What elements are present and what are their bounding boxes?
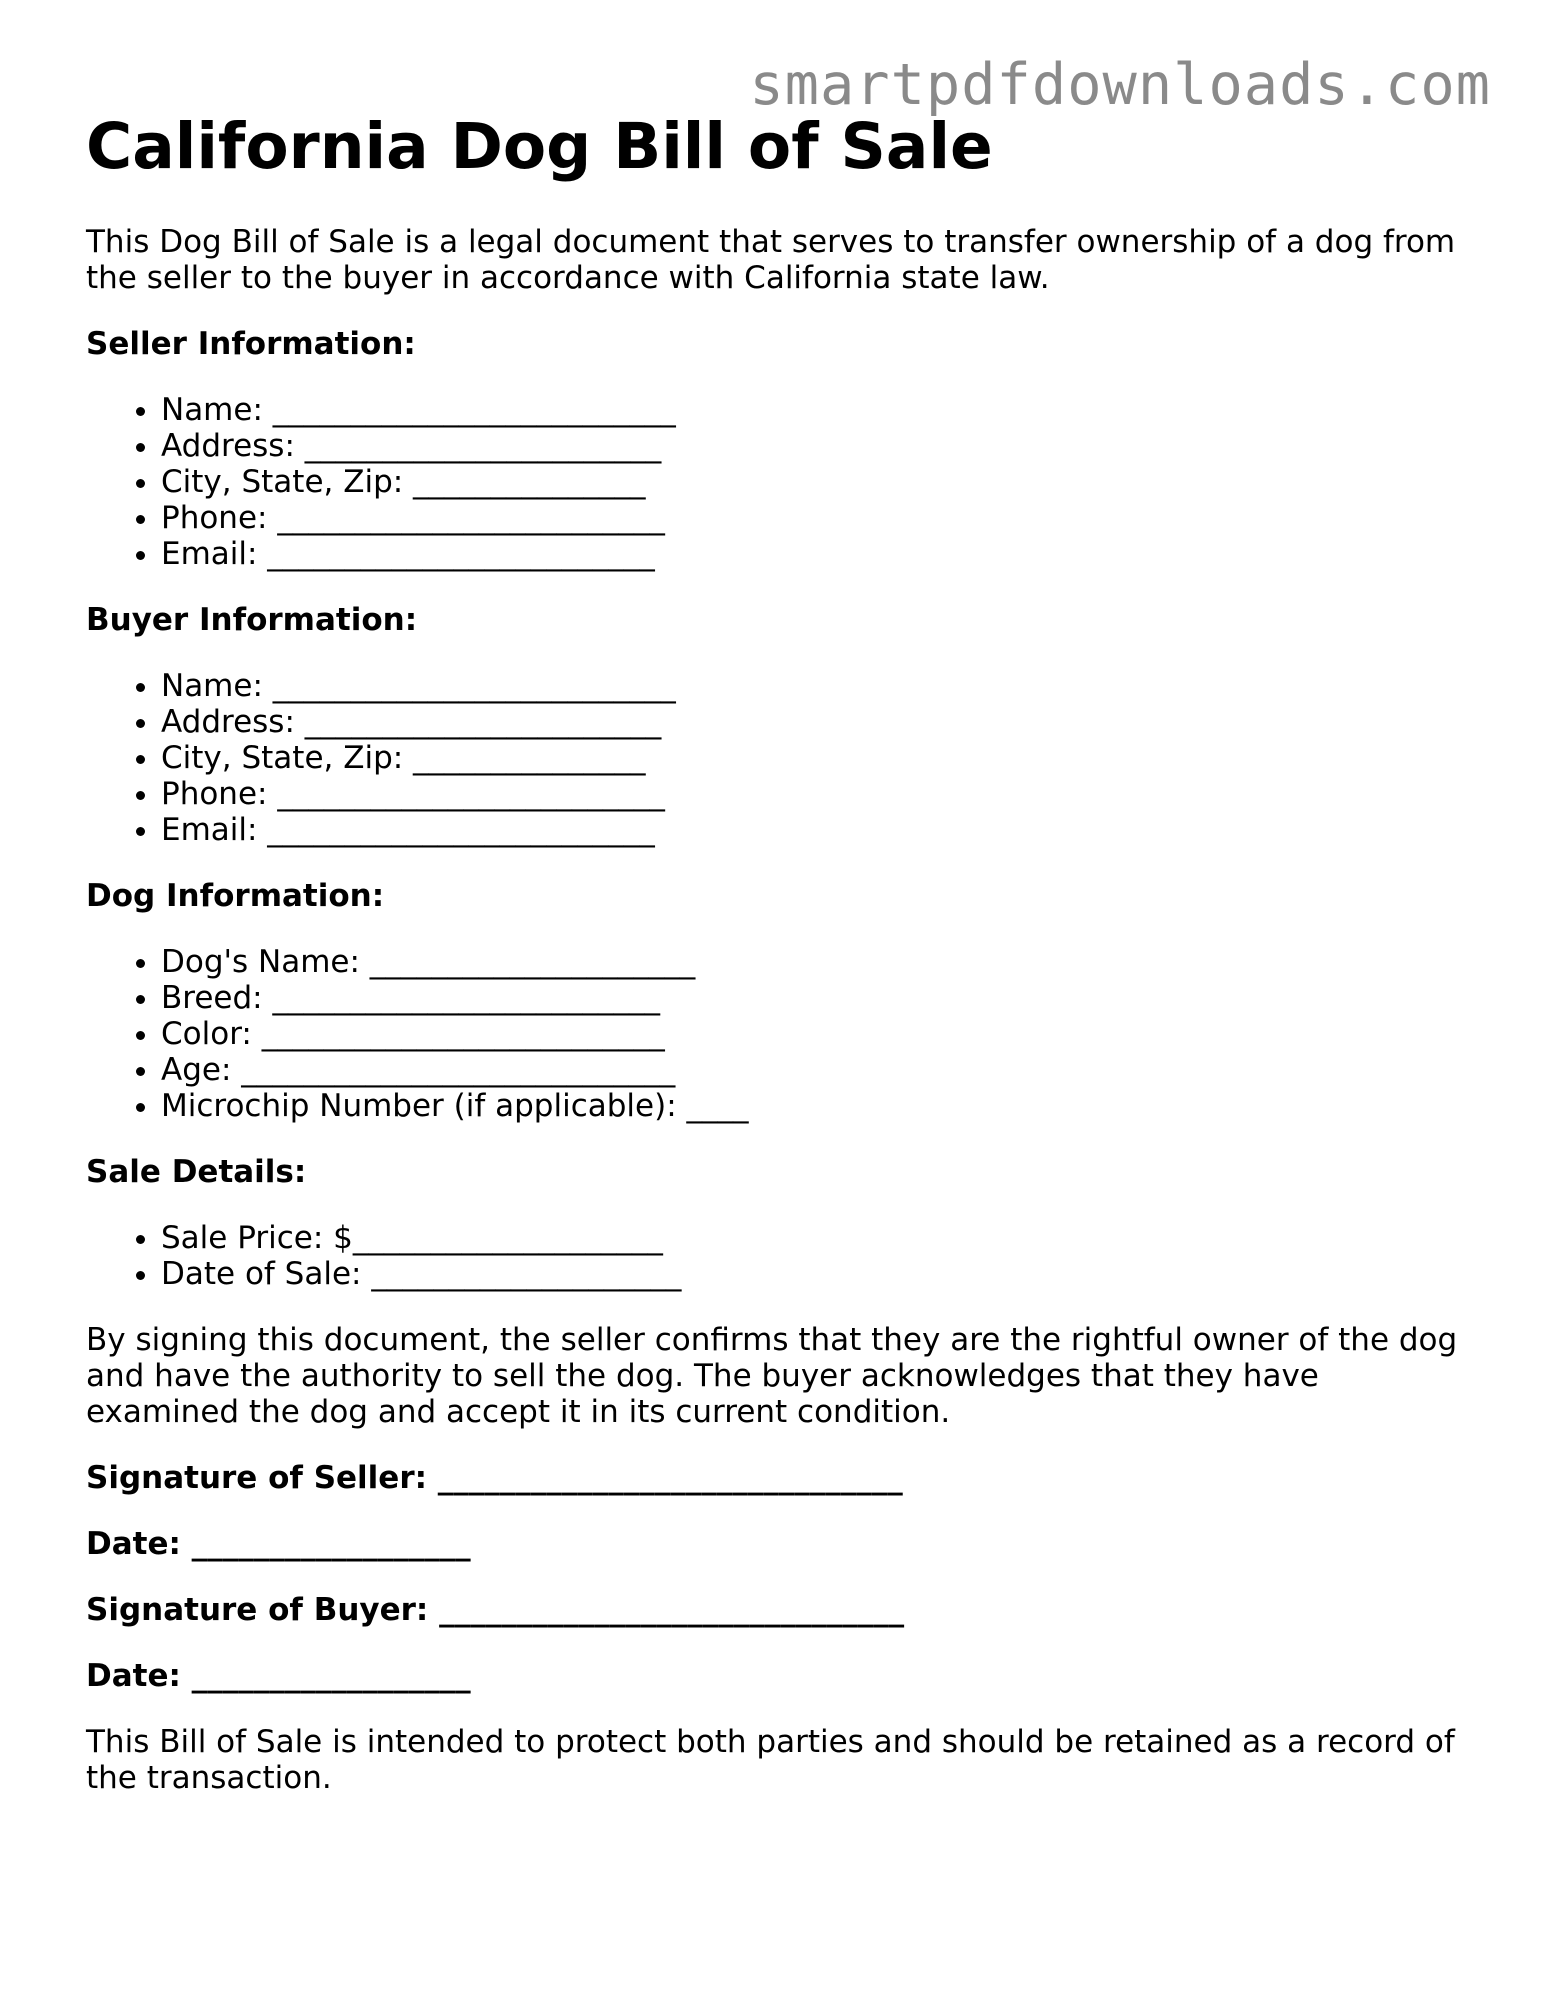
sale-date-field: • Date of Sale: ____________________ (161, 1256, 1466, 1292)
seller-email-field: • Email: _________________________ (161, 536, 1466, 572)
dog-microchip-field: • Microchip Number (if applicable): ____ (161, 1088, 1466, 1124)
document-title: California Dog Bill of Sale (86, 110, 993, 183)
document-page (86, 105, 1466, 1796)
buyer-fields (86, 668, 1466, 848)
sale-price-field: • Sale Price: $____________________ (161, 1220, 1466, 1256)
dog-color-field: • Color: __________________________ (161, 1016, 1466, 1052)
watermark: smartpdfdownloads.com (749, 52, 1491, 118)
seller-date-line: Date: __________________ (86, 1526, 471, 1562)
closing-paragraph: By signing this document, the seller confirms that they are the rightful owner of the dog and have the authority to sell the dog. The buyer acknowledges that they have examined the dog and accept it in its current condition. (86, 1322, 1458, 1430)
buyer-email-field: • Email: _________________________ (161, 812, 1466, 848)
intro-paragraph: This Dog Bill of Sale is a legal document that serves to transfer ownership of a dog from the seller to the buyer in accordance with California state law. (86, 224, 1456, 296)
dog-breed-field: • Breed: _________________________ (161, 980, 1466, 1016)
buyer-date-line: Date: __________________ (86, 1658, 471, 1694)
dog-heading: Dog Information: (86, 878, 385, 914)
seller-name-field: • Name: __________________________ (161, 392, 1466, 428)
final-note: This Bill of Sale is intended to protect both parties and should be retained as a record of the transaction. (86, 1724, 1455, 1796)
buyer-phone-field: • Phone: _________________________ (161, 776, 1466, 812)
seller-signature-line: Signature of Seller: ______________________________ (86, 1460, 903, 1496)
sale-heading: Sale Details: (86, 1154, 307, 1190)
dog-age-field: • Age: ____________________________ (161, 1052, 1466, 1088)
buyer-city-state-zip-field: • City, State, Zip: _______________ (161, 740, 1466, 776)
seller-city-state-zip-field: • City, State, Zip: _______________ (161, 464, 1466, 500)
dog-name-field: • Dog's Name: _____________________ (161, 944, 1466, 980)
buyer-name-field: • Name: __________________________ (161, 668, 1466, 704)
dog-fields (86, 944, 1466, 1124)
sale-fields (86, 1220, 1466, 1292)
buyer-address-field: • Address: _______________________ (161, 704, 1466, 740)
seller-address-field: • Address: _______________________ (161, 428, 1466, 464)
seller-fields (86, 392, 1466, 572)
buyer-heading: Buyer Information: (86, 602, 418, 638)
buyer-signature-line: Signature of Buyer: ______________________________ (86, 1592, 905, 1628)
seller-phone-field: • Phone: _________________________ (161, 500, 1466, 536)
seller-heading: Seller Information: (86, 326, 416, 362)
